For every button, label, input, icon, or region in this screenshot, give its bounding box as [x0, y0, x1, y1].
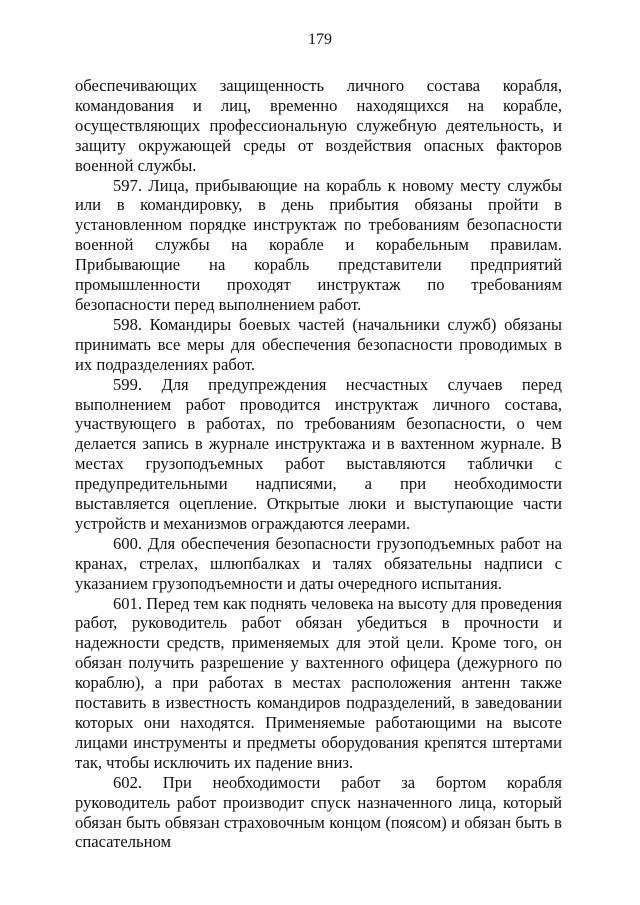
paragraph-597: 597. Лица, прибывающие на корабль к новому месту службы или в командировку, в день прибытия обязаны пройти в установленном порядке инструктаж по требованиям безопасности военной службы на корабле и корабельным правилам. Прибывающие на корабль представители предприятий промышленности проходят инструктаж по требованиям безопасности перед выполнением работ. — [75, 175, 562, 314]
page-number: 179 — [308, 31, 332, 48]
paragraph-598: 598. Командиры боевых частей (начальники служб) обязаны принимать все меры для обеспечения безопасности проводимых в их подразделениях работ. — [75, 314, 562, 374]
paragraph-600: 600. Для обеспечения безопасности грузоподъемных работ на кранах, стрелах, шлюпбалках и талях обязательны надписи с указанием грузоподъемности и даты очередного испытания. — [75, 533, 562, 593]
paragraph-601: 601. Перед тем как поднять человека на высоту для проведения работ, руководитель работ обязан убедиться в прочности и надежности средств, применяемых для этой цели. Кроме того, он обязан получить разрешение у вахтенного офицера (дежурного по кораблю), а при работах в местах расположения антенн также поставить в известность командиров подразделений, в заведовании которых они находятся. Применяемые работающими на высоте лицами инструменты и предметы оборудования крепятся штертами так, чтобы исключить их падение вниз. — [75, 593, 562, 772]
paragraph-599: 599. Для предупреждения несчастных случаев перед выполнением работ проводится инструктаж личного состава, участвующего в работах, по требованиям безопасности, о чем делается запись в журнале инструктажа и в вахтенном журнале. В местах грузоподъемных работ выставляются таблички с предупредительными надписями, а при необходимости выставляется оцепление. Открытые люки и выступающие части устройств и механизмов ограждаются леерами. — [75, 374, 562, 533]
paragraph-602: 602. При необходимости работ за бортом корабля руководитель работ производит спуск назначенного лица, который обязан быть обвязан страховочным концом (поясом) и обязан быть в спасательном — [75, 772, 562, 852]
document-body — [75, 76, 562, 852]
paragraph-continuation: обеспечивающих защищенность личного состава корабля, командования и лиц, временно находящихся на корабле, осуществляющих профессиональную служебную деятельность, и защиту окружающей среды от воздействия опасных факторов военной службы. — [75, 76, 562, 175]
